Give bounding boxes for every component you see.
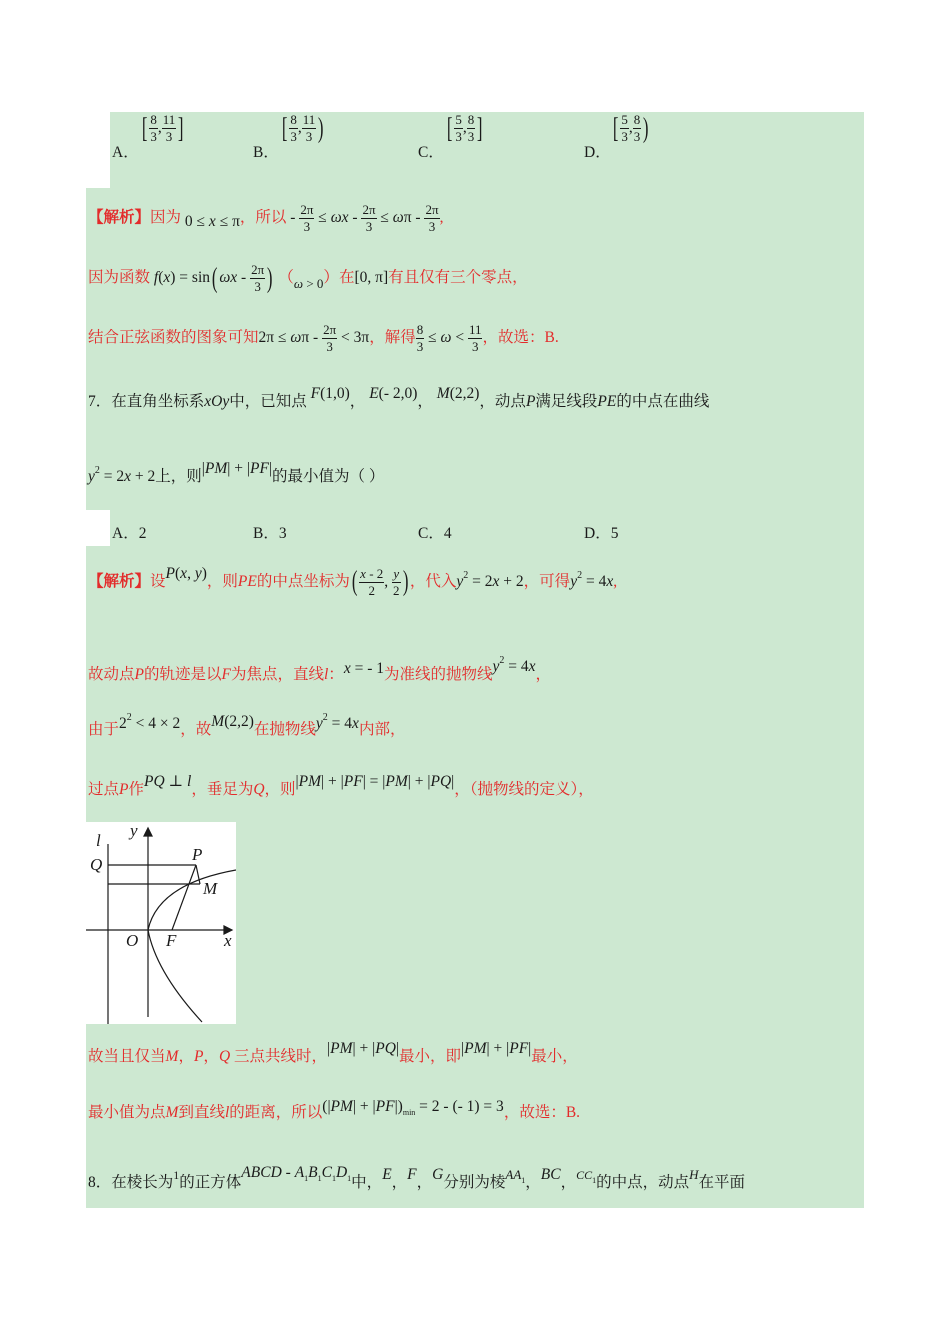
q7-solution-line-5: 故当且仅当M，P，Q 三点共线时，|PM| + |PQ|最小，即|PM| + |PF|最小， bbox=[88, 1040, 578, 1065]
parabola-figure-svg bbox=[86, 822, 236, 1024]
q6-option-d: D． bbox=[584, 144, 611, 161]
parabola-curve bbox=[148, 870, 236, 1022]
q7-option-a: A．2 bbox=[112, 525, 147, 542]
q7-stem-line-1: 7．在直角坐标系xOy中，已知点 F(1,0)， E(- 2,0)， M(2,2)，动点P满足线段PE的中点在曲线 bbox=[88, 385, 710, 410]
label-l: l bbox=[96, 831, 101, 850]
parabola-figure bbox=[86, 822, 236, 1024]
q6-option-a bbox=[112, 140, 139, 162]
q6-option-c: C． bbox=[418, 144, 444, 161]
q6-solution-line-2: 因为函数 f(x) = sin( ωx - $\frac{2\pi}{3}$ ) $(_{\omega > 0})$在[0, π]有且仅有三个零点， bbox=[88, 262, 528, 294]
label-F: F bbox=[166, 931, 177, 950]
label-P: P bbox=[192, 845, 203, 864]
highlight-band-top bbox=[110, 112, 864, 188]
q7-solution-line-1: 【解析】设P(x, y)，则PE的中点坐标为( $\frac{x - 2}{2}$ , $\frac{y}{2}$ ) ，代入$y^2 = 2x + 2$，可得$y^2 = 4x$, bbox=[88, 565, 618, 598]
label-x: x bbox=[224, 931, 232, 950]
option-letter: A． bbox=[112, 144, 139, 161]
q7-solution-line-3: 由于$2^2 < 4 \times 2$，故M(2,2)在抛物线$y^2 = 4x$内部， bbox=[88, 712, 406, 738]
q7-solution-line-6: 最小值为点M到直线l的距离，所以$(|PM| + |PF|)_{min} = 2$ - (- 1) = 3，故选：B. bbox=[88, 1098, 581, 1121]
q6-option-b: B． bbox=[253, 144, 279, 161]
y-axis-arrow bbox=[144, 828, 152, 836]
q6-option-b-interval: [ $\frac{8}{3}$ , $\frac{11}{3}$ ) bbox=[281, 112, 324, 144]
label-Q: Q bbox=[90, 855, 103, 874]
label-O: O bbox=[126, 931, 139, 950]
q7-solution-line-2: 故动点P的轨迹是以F为焦点，直线l：x = - 1为准线的抛物线$y^2 = 4x$， bbox=[88, 655, 552, 683]
q7-stem-line-2: $y^2 = 2x + 2$上，则|PM| + |PF|的最小值为（ ） bbox=[88, 460, 385, 485]
q7-option-b: B．3 bbox=[253, 525, 287, 542]
q8-stem-line-1: 8．在棱长为$^1$的正方体ABCD - $A_1B_1C_1D_1$中，E，F，G分别为棱$^{AA_1}$，BC，$^{CC_1}$的中点，动点$^H$在平面 bbox=[88, 1164, 746, 1191]
label-y: y bbox=[130, 822, 138, 840]
label-M: M bbox=[203, 879, 218, 898]
q7-option-c: C．4 bbox=[418, 525, 452, 542]
q7-solution-line-4: 过点P作PQ ⊥ l，垂足为Q，则|PM| + |PF| = |PM| + |PQ|，（抛物线的定义）， bbox=[88, 773, 594, 798]
q6-solution-line-3: 结合正弦函数的图象可知2π ≤ ωπ - $\frac{2\pi}{3}$ < 3π，解得 $\frac{8}{3}$ ≤ ω < $\frac{11}{3}$ ，故选：B. bbox=[88, 322, 559, 354]
q6-option-d-interval: [ $\frac{5}{3}$ , $\frac{8}{3}$ ) bbox=[612, 112, 649, 144]
highlight-band-options bbox=[110, 510, 864, 546]
q7-option-d: D．5 bbox=[584, 525, 619, 542]
segment-PF bbox=[172, 865, 196, 930]
q6-option-c-interval: [ $\frac{5}{3}$ , $\frac{8}{3}$ ] bbox=[446, 112, 483, 144]
q6-option-a-interval: [ $\frac{8}{3}$ , $\frac{11}{3}$ ] bbox=[141, 112, 184, 144]
q6-solution-line-1: 【解析】因为 0 ≤ x ≤ π，所以 - $\frac{2\pi}{3}$ ≤ ωx - $\frac{2\pi}{3}$ ≤ ωπ - $\frac{2\pi}{3}$ , bbox=[88, 202, 444, 234]
